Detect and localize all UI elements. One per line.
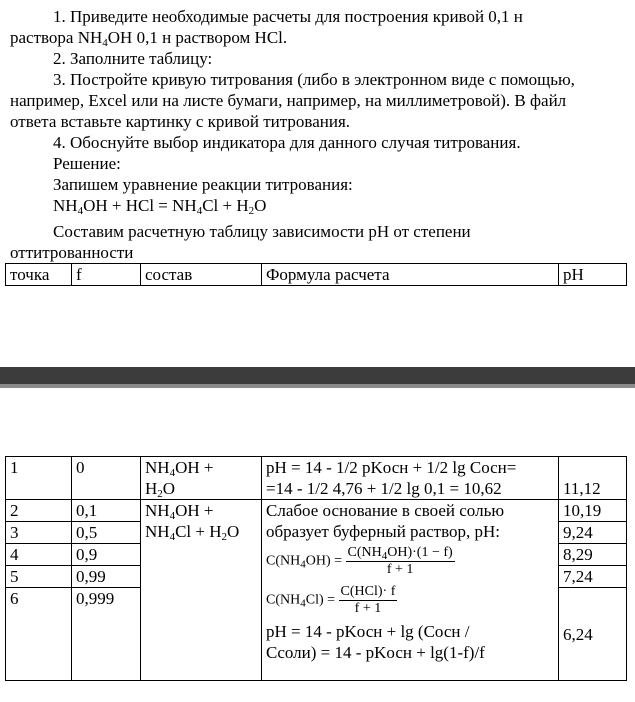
cell-f: 0,999 [72, 588, 141, 681]
header-composition: состав [141, 264, 262, 286]
cell-point: 1 [6, 457, 72, 500]
cell-composition: $NH_4OH$ + $H_2O$ [141, 457, 262, 500]
task-3-line-1: 3. Постройте кривую титрования (либо в электронном виде с помощью, [53, 70, 575, 89]
page-break-shadow [0, 384, 635, 388]
cell-ph: 11,12 [559, 457, 627, 500]
cell-ph: 6,24 [559, 588, 627, 681]
reaction-equation: $NH_4OH$ + HCl = $NH_4Cl + H_2O$ [53, 196, 267, 217]
task-3-line-3: ответа вставьте картинку с кривой титрования. [10, 112, 351, 131]
table-intro-line-1: Составим расчетную таблицу зависимости pH от степени [53, 222, 471, 241]
cell-ph: 8,29 [559, 544, 627, 566]
cell-point: 6 [6, 588, 72, 681]
cell-f: 0 [72, 457, 141, 500]
cell-point: 5 [6, 566, 72, 588]
page-break-bar [0, 367, 635, 384]
header-formula: Формула расчета [262, 264, 559, 286]
task-1-line-1: 1. Приведите необходимые расчеты для построения кривой 0,1 н [53, 7, 523, 26]
formula-nh4cl: $C(NH_4Cl)$ = $\frac{\text{C(HCl)· f}}{f + 1}$ [266, 584, 396, 616]
header-f: f [72, 264, 141, 286]
cell-f: 0,1 [72, 500, 141, 522]
task-1-line-2: раствора $NH_4OH$ 0,1 н раствором HCl. [10, 28, 288, 49]
data-table [5, 456, 627, 681]
cell-ph: 10,19 [559, 500, 627, 522]
cell-formula: pH = 14 - 1/2 pKосн + 1/2 lg Cосн= =14 - 1/2 4,76 + 1/2 lg 0,1 = 10,62 [262, 457, 559, 500]
cell-composition: $NH_4OH$ + $NH_4Cl + H_2O$ [141, 500, 262, 681]
cell-ph: 7,24 [559, 566, 627, 588]
table-header [5, 263, 627, 286]
cell-f: 0,9 [72, 544, 141, 566]
cell-point: 4 [6, 544, 72, 566]
table-row [6, 457, 627, 500]
task-4: 4. Обоснуйте выбор индикатора для данного случая титрования. [53, 133, 521, 152]
header-point: точка [6, 264, 72, 286]
table-intro-line-2: оттитрованности [10, 243, 134, 262]
cell-point: 3 [6, 522, 72, 544]
cell-formula: Слабое основание в своей солью образует буферный раствор, pH: $C(NH_4OH)$ = $\frac{C(NH_4OH)\cdot(1 - f)}{f + 1}$ $C(NH_4Cl)$ = $\frac{\text{C(HCl)· f}}{f + 1}$ pH = 14 - pKосн + lg (Cосн / Cсоли) = 14 - pKосн + lg(1-f)/f [262, 500, 559, 681]
cell-point: 2 [6, 500, 72, 522]
cell-f: 0,99 [72, 566, 141, 588]
cell-f: 0,5 [72, 522, 141, 544]
solution-heading: Решение: [53, 154, 121, 173]
table-row [6, 500, 627, 522]
cell-ph: 9,24 [559, 522, 627, 544]
equation-intro: Запишем уравнение реакции титрования: [53, 175, 353, 194]
header-ph: pH [559, 264, 627, 286]
task-2: 2. Заполните таблицу: [53, 49, 213, 68]
formula-nh4oh: $C(NH_4OH)$ = $\frac{C(NH_4OH)\cdot(1 - f)}{f + 1}$ [266, 545, 453, 577]
task-3-line-2: например, Excel или на листе бумаги, например, на миллиметровой). В файл [10, 91, 567, 110]
